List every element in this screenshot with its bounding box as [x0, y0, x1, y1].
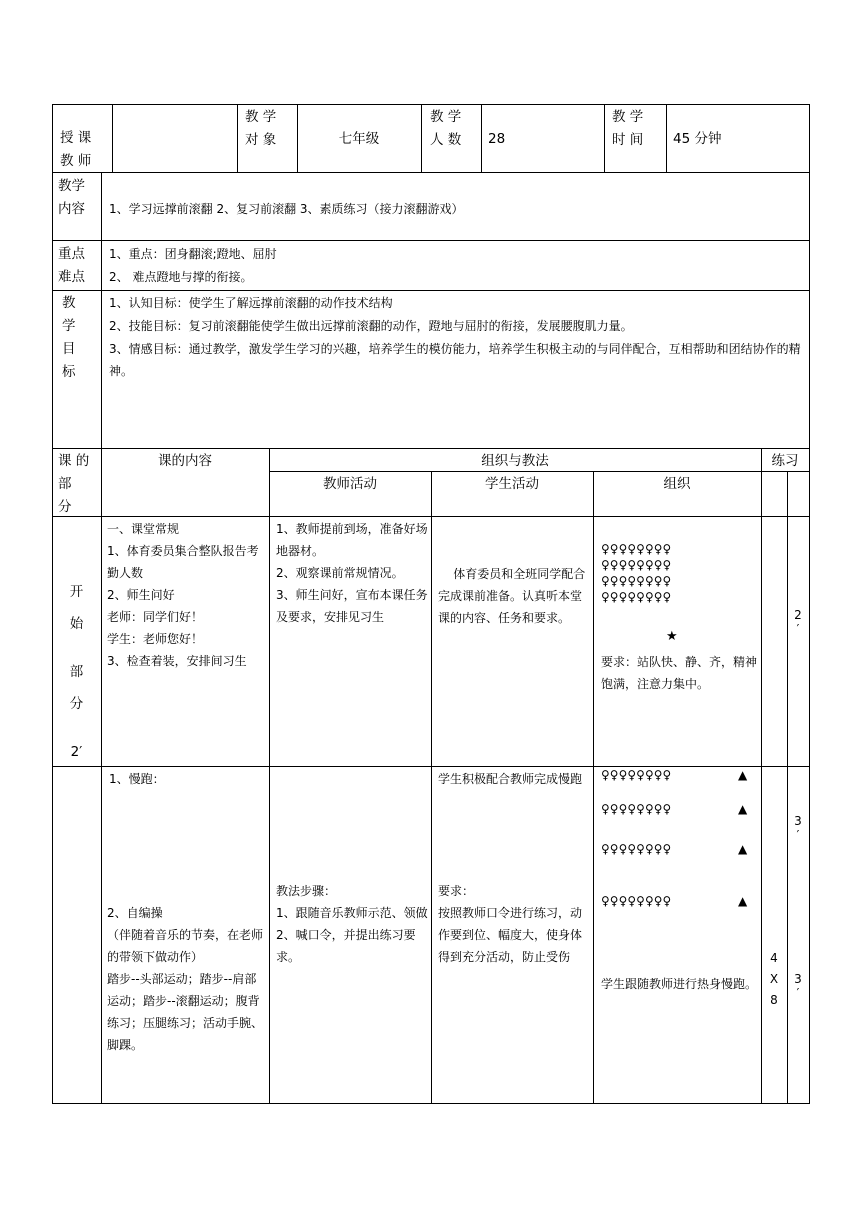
warmup-reps: 4 X 8 — [769, 951, 779, 1007]
content-text: 1、学习远撑前滚翻 2、复习前滚翻 3、素质练习（接力滚翻游戏） — [109, 202, 464, 216]
table-rule — [666, 104, 667, 172]
target-label: 教 学 对 象 — [245, 109, 277, 148]
table-rule — [101, 448, 102, 1103]
method-header: 组织与教法 — [481, 453, 549, 469]
table-rule — [431, 471, 432, 1103]
formation-row: ♀♀♀♀♀♀♀♀ — [601, 558, 672, 572]
table-rule — [52, 448, 810, 449]
table-rule — [269, 448, 270, 1103]
keypoints-line-1: 1、重点：团身翻滚;蹬地、屈肘 — [109, 247, 277, 261]
formation-row: ♀♀♀♀♀♀♀♀ — [601, 802, 672, 816]
table-rule — [52, 290, 810, 291]
teacher-label: 授 课 教 师 — [60, 130, 92, 169]
table-rule — [112, 104, 113, 172]
teacher-activity-header: 教师活动 — [323, 476, 377, 492]
table-rule — [52, 172, 810, 173]
table-rule — [787, 471, 788, 1103]
warmup-content-exercise: 2、自编操 （伴随着音乐的节奏，在老师的带领下做动作） 踏步--头部运动；踏步--肩部运动；踏步--滚翻运动；腹背练习；压腿练习；活动手腕、脚踝。 — [107, 906, 264, 1052]
content-header: 课的内容 — [158, 453, 212, 469]
formation-row: ♀♀♀♀♀♀♀♀ — [601, 590, 672, 604]
warmup-time-2: 3 ′ — [794, 972, 802, 1000]
time-label: 教 学 时 间 — [612, 109, 644, 148]
start-teacher-activity: 1、教师提前到场，准备好场地器材。 2、观察课前常规情况。 3、师生问好，宣布本课任务及要求，安排见习生 — [276, 522, 428, 624]
warmup-content-jog: 1、慢跑： — [109, 772, 165, 786]
objective-line-3: 3、情感目标：通过教学，激发学生学习的兴趣，培养学生的模仿能力，培养学生积极主动的与同伴配合，互相帮助和团结协作的精神。 — [109, 342, 801, 378]
target-value: 七年级 — [338, 131, 380, 147]
objective-line-2: 2、技能目标：复习前滚翻能使学生做出远撑前滚翻的动作，蹬地与屈肘的衔接，发展腰腹肌力量。 — [109, 319, 633, 333]
table-rule — [52, 240, 810, 241]
teacher-triangle-icon: ▲ — [738, 768, 748, 782]
teacher-triangle-icon: ▲ — [738, 842, 748, 856]
table-rule — [101, 172, 102, 448]
start-student-activity: 体育委员和全班同学配合完成课前准备。认真听本堂课的内容、任务和要求。 — [438, 567, 586, 625]
start-time: 2 ′ — [794, 608, 802, 636]
count-label: 教 学 人 数 — [430, 109, 462, 148]
start-content: 一、课堂常规 1、体育委员集合整队报告考勤人数 2、师生问好 老师：同学们好！ 学生：老师您好！ 3、检查着装，安排间习生 — [107, 522, 259, 668]
table-border-top — [52, 104, 810, 105]
warmup-teacher-activity: 教法步骤： 1、跟随音乐教师示范、领做 2、喊口令，并提出练习要求。 — [276, 884, 428, 964]
table-border-bottom — [52, 1103, 810, 1104]
star-icon: ★ — [666, 629, 678, 644]
practice-header: 练习 — [771, 453, 799, 469]
table-rule — [604, 104, 605, 172]
student-activity-header: 学生活动 — [485, 476, 539, 492]
teacher-triangle-icon: ▲ — [738, 894, 748, 908]
time-value: 45 分钟 — [673, 131, 722, 147]
formation-row: ♀♀♀♀♀♀♀♀ — [601, 574, 672, 588]
objectives-label: 教 学 目 标 — [62, 295, 76, 380]
formation-row: ♀♀♀♀♀♀♀♀ — [601, 894, 672, 908]
objective-line-1: 1、认知目标：使学生了解远撑前滚翻的动作技术结构 — [109, 296, 393, 310]
part-header: 课 的 部 分 — [58, 453, 90, 515]
start-part-label: 开 始 部 分 2′ — [69, 584, 84, 760]
table-rule — [593, 471, 594, 1103]
table-border-right — [809, 104, 810, 1104]
formation-row: ♀♀♀♀♀♀♀♀ — [601, 542, 672, 556]
warmup-student-jog: 学生积极配合教师完成慢跑 — [438, 772, 583, 786]
table-rule — [481, 104, 482, 172]
table-rule — [421, 104, 422, 172]
table-rule — [237, 104, 238, 172]
start-requirement: 要求：站队快、静、齐，精神饱满，注意力集中。 — [601, 655, 758, 691]
keypoints-line-2: 2、 难点蹬地与撑的衔接。 — [109, 270, 253, 284]
keypoints-label: 重点 难点 — [58, 246, 85, 285]
formation-row: ♀♀♀♀♀♀♀♀ — [601, 768, 672, 782]
content-label: 教学 内容 — [58, 178, 85, 217]
warmup-time-1: 3 ′ — [794, 814, 802, 842]
organization-header: 组织 — [663, 476, 691, 492]
warmup-student-requirement: 要求： 按照教师口令进行练习，动作要到位、幅度大，使身体得到充分活动，防止受伤 — [438, 884, 583, 964]
formation-row: ♀♀♀♀♀♀♀♀ — [601, 842, 672, 856]
warmup-org-note: 学生跟随教师进行热身慢跑。 — [601, 977, 758, 991]
teacher-triangle-icon: ▲ — [738, 802, 748, 816]
count-value: 28 — [488, 131, 506, 147]
